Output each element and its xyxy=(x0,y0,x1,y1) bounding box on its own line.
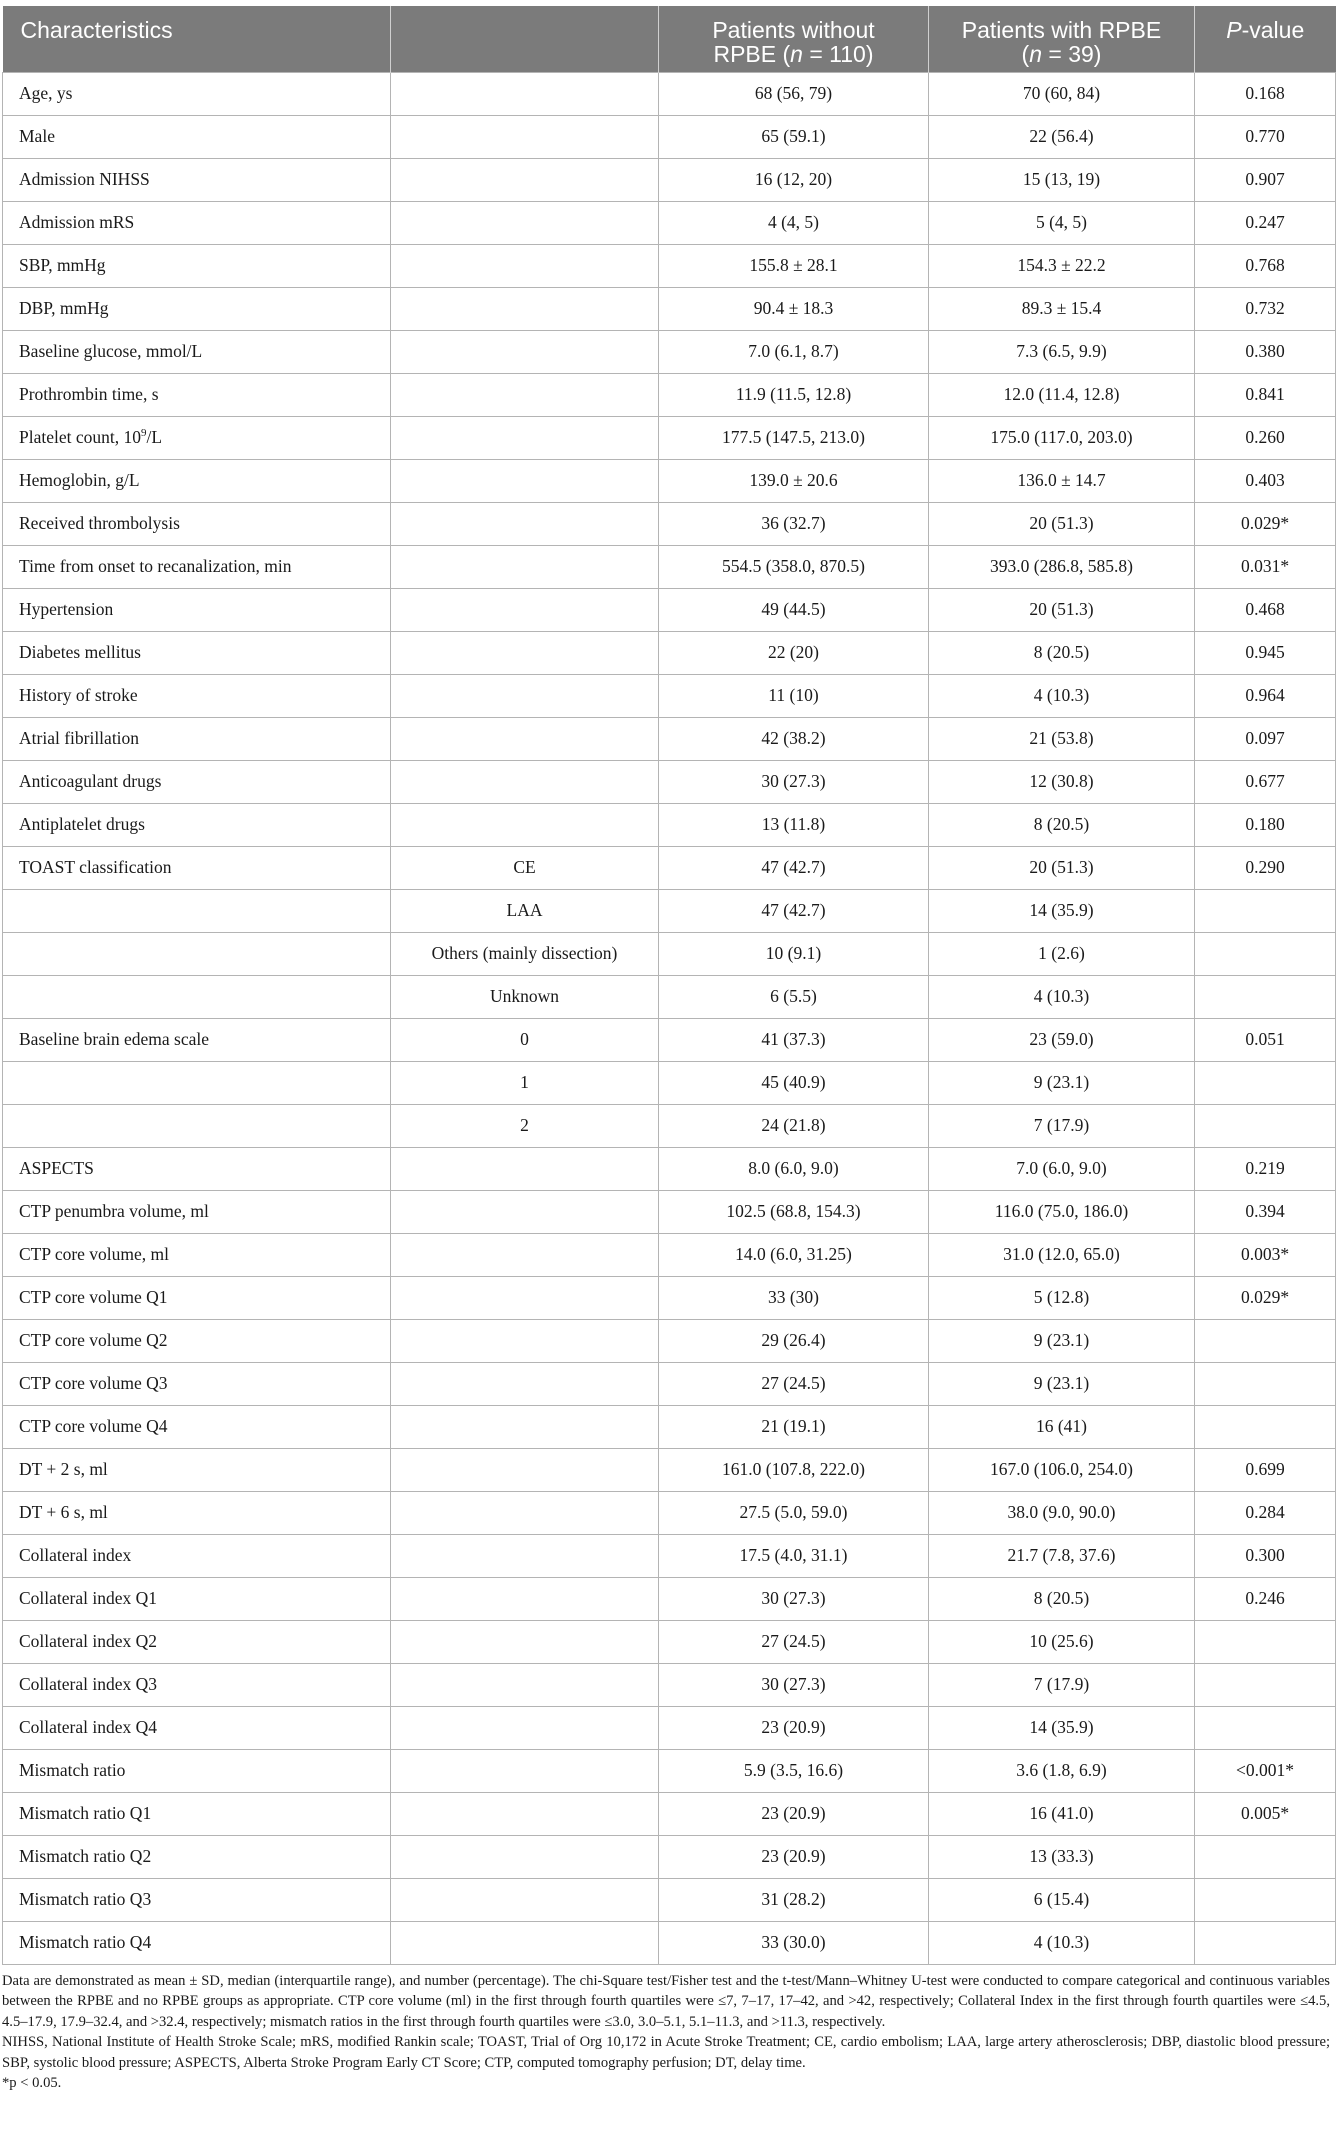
row-subcategory xyxy=(391,1921,659,1964)
row-characteristic-label: Admission NIHSS xyxy=(3,158,391,201)
row-p-value xyxy=(1195,1061,1336,1104)
row-p-value: 0.380 xyxy=(1195,330,1336,373)
row-characteristic-label: SBP, mmHg xyxy=(3,244,391,287)
row-p-value: 0.770 xyxy=(1195,115,1336,158)
table-row xyxy=(3,1577,1336,1620)
row-subcategory xyxy=(391,1620,659,1663)
row-p-value: 0.841 xyxy=(1195,373,1336,416)
row-value-with-rpbe: 89.3 ± 15.4 xyxy=(929,287,1195,330)
row-subcategory xyxy=(391,1190,659,1233)
row-subcategory xyxy=(391,158,659,201)
row-characteristic-label: Hypertension xyxy=(3,588,391,631)
row-p-value: 0.031* xyxy=(1195,545,1336,588)
row-characteristic-label: DT + 2 s, ml xyxy=(3,1448,391,1491)
row-characteristic-label: Atrial fibrillation xyxy=(3,717,391,760)
row-subcategory xyxy=(391,717,659,760)
header-row xyxy=(3,6,1336,72)
row-subcategory xyxy=(391,1147,659,1190)
row-subcategory xyxy=(391,760,659,803)
table-row xyxy=(3,674,1336,717)
row-p-value: 0.247 xyxy=(1195,201,1336,244)
row-subcategory: CE xyxy=(391,846,659,889)
table-row xyxy=(3,244,1336,287)
row-subcategory xyxy=(391,545,659,588)
baseline-characteristics-table xyxy=(2,6,1336,1965)
row-p-value xyxy=(1195,1706,1336,1749)
table-row xyxy=(3,1792,1336,1835)
row-subcategory xyxy=(391,1835,659,1878)
row-value-with-rpbe: 7.3 (6.5, 9.9) xyxy=(929,330,1195,373)
row-value-without-rpbe: 14.0 (6.0, 31.25) xyxy=(659,1233,929,1276)
row-value-with-rpbe: 12.0 (11.4, 12.8) xyxy=(929,373,1195,416)
table-row xyxy=(3,631,1336,674)
row-value-without-rpbe: 41 (37.3) xyxy=(659,1018,929,1061)
row-p-value: 0.051 xyxy=(1195,1018,1336,1061)
row-p-value xyxy=(1195,1835,1336,1878)
row-p-value: 0.029* xyxy=(1195,502,1336,545)
row-subcategory xyxy=(391,416,659,459)
row-value-without-rpbe: 22 (20) xyxy=(659,631,929,674)
row-value-with-rpbe: 154.3 ± 22.2 xyxy=(929,244,1195,287)
table-row xyxy=(3,1706,1336,1749)
row-value-without-rpbe: 23 (20.9) xyxy=(659,1835,929,1878)
row-value-with-rpbe: 5 (12.8) xyxy=(929,1276,1195,1319)
row-value-with-rpbe: 393.0 (286.8, 585.8) xyxy=(929,545,1195,588)
row-characteristic-label xyxy=(3,889,391,932)
row-value-without-rpbe: 27 (24.5) xyxy=(659,1620,929,1663)
row-value-without-rpbe: 177.5 (147.5, 213.0) xyxy=(659,416,929,459)
row-value-with-rpbe: 9 (23.1) xyxy=(929,1362,1195,1405)
row-characteristic-label xyxy=(3,1061,391,1104)
row-p-value xyxy=(1195,1663,1336,1706)
table-row xyxy=(3,201,1336,244)
row-value-with-rpbe: 16 (41.0) xyxy=(929,1792,1195,1835)
row-characteristic-label: TOAST classification xyxy=(3,846,391,889)
row-characteristic-label: CTP core volume, ml xyxy=(3,1233,391,1276)
row-subcategory xyxy=(391,1749,659,1792)
row-p-value xyxy=(1195,1878,1336,1921)
row-characteristic-label: Received thrombolysis xyxy=(3,502,391,545)
row-value-without-rpbe: 8.0 (6.0, 9.0) xyxy=(659,1147,929,1190)
row-value-without-rpbe: 16 (12, 20) xyxy=(659,158,929,201)
row-value-with-rpbe: 22 (56.4) xyxy=(929,115,1195,158)
row-characteristic-label: Diabetes mellitus xyxy=(3,631,391,674)
table-row xyxy=(3,1405,1336,1448)
row-value-with-rpbe: 14 (35.9) xyxy=(929,889,1195,932)
row-characteristic-label: Collateral index Q1 xyxy=(3,1577,391,1620)
row-p-value xyxy=(1195,1104,1336,1147)
row-value-with-rpbe: 20 (51.3) xyxy=(929,588,1195,631)
row-value-with-rpbe: 12 (30.8) xyxy=(929,760,1195,803)
row-value-without-rpbe: 33 (30.0) xyxy=(659,1921,929,1964)
row-p-value: 0.168 xyxy=(1195,72,1336,115)
header-patients-without-rpbe: Patients without RPBE (n = 110) xyxy=(659,6,929,72)
row-p-value: 0.945 xyxy=(1195,631,1336,674)
row-characteristic-label: CTP core volume Q1 xyxy=(3,1276,391,1319)
table-row xyxy=(3,545,1336,588)
row-value-without-rpbe: 11.9 (11.5, 12.8) xyxy=(659,373,929,416)
row-value-without-rpbe: 49 (44.5) xyxy=(659,588,929,631)
row-subcategory: LAA xyxy=(391,889,659,932)
row-value-with-rpbe: 8 (20.5) xyxy=(929,803,1195,846)
header-patients-with-rpbe: Patients with RPBE (n = 39) xyxy=(929,6,1195,72)
row-value-without-rpbe: 17.5 (4.0, 31.1) xyxy=(659,1534,929,1577)
row-subcategory xyxy=(391,115,659,158)
row-characteristic-label: History of stroke xyxy=(3,674,391,717)
row-characteristic-label: Collateral index Q3 xyxy=(3,1663,391,1706)
row-characteristic-label: Admission mRS xyxy=(3,201,391,244)
row-p-value: 0.699 xyxy=(1195,1448,1336,1491)
row-subcategory xyxy=(391,674,659,717)
row-value-with-rpbe: 3.6 (1.8, 6.9) xyxy=(929,1749,1195,1792)
row-characteristic-label: Baseline brain edema scale xyxy=(3,1018,391,1061)
row-subcategory xyxy=(391,631,659,674)
table-row xyxy=(3,932,1336,975)
row-value-with-rpbe: 9 (23.1) xyxy=(929,1061,1195,1104)
table-row xyxy=(3,1190,1336,1233)
row-p-value: 0.219 xyxy=(1195,1147,1336,1190)
row-value-without-rpbe: 36 (32.7) xyxy=(659,502,929,545)
row-value-without-rpbe: 21 (19.1) xyxy=(659,1405,929,1448)
row-characteristic-label: Mismatch ratio Q1 xyxy=(3,1792,391,1835)
row-characteristic-label: Time from onset to recanalization, min xyxy=(3,545,391,588)
row-subcategory: Unknown xyxy=(391,975,659,1018)
row-p-value: 0.290 xyxy=(1195,846,1336,889)
table-row xyxy=(3,1835,1336,1878)
row-p-value: 0.003* xyxy=(1195,1233,1336,1276)
row-value-with-rpbe: 4 (10.3) xyxy=(929,975,1195,1018)
row-value-without-rpbe: 7.0 (6.1, 8.7) xyxy=(659,330,929,373)
row-p-value: 0.964 xyxy=(1195,674,1336,717)
row-subcategory: 1 xyxy=(391,1061,659,1104)
row-characteristic-label: Collateral index Q4 xyxy=(3,1706,391,1749)
row-p-value: 0.005* xyxy=(1195,1792,1336,1835)
row-value-with-rpbe: 4 (10.3) xyxy=(929,674,1195,717)
table-row xyxy=(3,1921,1336,1964)
row-p-value xyxy=(1195,1921,1336,1964)
row-p-value: 0.180 xyxy=(1195,803,1336,846)
row-value-with-rpbe: 116.0 (75.0, 186.0) xyxy=(929,1190,1195,1233)
row-value-without-rpbe: 47 (42.7) xyxy=(659,846,929,889)
row-value-without-rpbe: 47 (42.7) xyxy=(659,889,929,932)
row-value-with-rpbe: 7 (17.9) xyxy=(929,1663,1195,1706)
row-p-value: 0.732 xyxy=(1195,287,1336,330)
row-value-with-rpbe: 70 (60, 84) xyxy=(929,72,1195,115)
row-value-with-rpbe: 9 (23.1) xyxy=(929,1319,1195,1362)
table-row xyxy=(3,1534,1336,1577)
row-characteristic-label xyxy=(3,1104,391,1147)
row-p-value: 0.300 xyxy=(1195,1534,1336,1577)
table-row xyxy=(3,1620,1336,1663)
row-subcategory: 0 xyxy=(391,1018,659,1061)
table-row xyxy=(3,588,1336,631)
row-subcategory xyxy=(391,1491,659,1534)
row-value-with-rpbe: 175.0 (117.0, 203.0) xyxy=(929,416,1195,459)
table-row xyxy=(3,846,1336,889)
table-row xyxy=(3,1362,1336,1405)
row-value-without-rpbe: 31 (28.2) xyxy=(659,1878,929,1921)
row-characteristic-label: DT + 6 s, ml xyxy=(3,1491,391,1534)
table-row xyxy=(3,287,1336,330)
table-row xyxy=(3,1878,1336,1921)
row-characteristic-label: Antiplatelet drugs xyxy=(3,803,391,846)
row-value-without-rpbe: 68 (56, 79) xyxy=(659,72,929,115)
row-p-value xyxy=(1195,1362,1336,1405)
row-value-with-rpbe: 14 (35.9) xyxy=(929,1706,1195,1749)
row-p-value: 0.029* xyxy=(1195,1276,1336,1319)
table-row xyxy=(3,1448,1336,1491)
row-value-with-rpbe: 8 (20.5) xyxy=(929,1577,1195,1620)
table-row xyxy=(3,760,1336,803)
table-row xyxy=(3,1018,1336,1061)
row-characteristic-label: Mismatch ratio xyxy=(3,1749,391,1792)
row-value-with-rpbe: 7 (17.9) xyxy=(929,1104,1195,1147)
row-characteristic-label: Age, ys xyxy=(3,72,391,115)
row-value-with-rpbe: 23 (59.0) xyxy=(929,1018,1195,1061)
row-subcategory xyxy=(391,1878,659,1921)
row-subcategory xyxy=(391,373,659,416)
table-row xyxy=(3,502,1336,545)
row-subcategory: Others (mainly dissection) xyxy=(391,932,659,975)
row-value-without-rpbe: 30 (27.3) xyxy=(659,1663,929,1706)
row-value-without-rpbe: 161.0 (107.8, 222.0) xyxy=(659,1448,929,1491)
row-characteristic-label: Prothrombin time, s xyxy=(3,373,391,416)
row-value-with-rpbe: 7.0 (6.0, 9.0) xyxy=(929,1147,1195,1190)
table-row xyxy=(3,1491,1336,1534)
row-value-without-rpbe: 27 (24.5) xyxy=(659,1362,929,1405)
table-row xyxy=(3,158,1336,201)
table-row xyxy=(3,373,1336,416)
row-subcategory xyxy=(391,1792,659,1835)
row-value-without-rpbe: 4 (4, 5) xyxy=(659,201,929,244)
row-subcategory xyxy=(391,330,659,373)
table-row xyxy=(3,1233,1336,1276)
table-row xyxy=(3,330,1336,373)
row-value-with-rpbe: 1 (2.6) xyxy=(929,932,1195,975)
row-value-without-rpbe: 33 (30) xyxy=(659,1276,929,1319)
table-body xyxy=(3,72,1336,1964)
row-p-value: 0.246 xyxy=(1195,1577,1336,1620)
row-p-value: 0.097 xyxy=(1195,717,1336,760)
row-characteristic-label: Baseline glucose, mmol/L xyxy=(3,330,391,373)
row-value-without-rpbe: 27.5 (5.0, 59.0) xyxy=(659,1491,929,1534)
table-row xyxy=(3,717,1336,760)
row-value-with-rpbe: 21.7 (7.8, 37.6) xyxy=(929,1534,1195,1577)
row-subcategory: 2 xyxy=(391,1104,659,1147)
row-value-without-rpbe: 42 (38.2) xyxy=(659,717,929,760)
row-value-without-rpbe: 24 (21.8) xyxy=(659,1104,929,1147)
row-characteristic-label: ASPECTS xyxy=(3,1147,391,1190)
row-value-without-rpbe: 102.5 (68.8, 154.3) xyxy=(659,1190,929,1233)
row-p-value xyxy=(1195,1405,1336,1448)
row-value-without-rpbe: 155.8 ± 28.1 xyxy=(659,244,929,287)
row-value-with-rpbe: 6 (15.4) xyxy=(929,1878,1195,1921)
row-subcategory xyxy=(391,803,659,846)
row-characteristic-label: Collateral index xyxy=(3,1534,391,1577)
table-row xyxy=(3,1104,1336,1147)
row-value-without-rpbe: 90.4 ± 18.3 xyxy=(659,287,929,330)
footnote-abbreviations: NIHSS, National Institute of Health Stroke Scale; mRS, modified Rankin scale; TOAST, Trial of Org 10,172 in Acute Stroke Treatment; CE, cardio embolism; LAA, large artery atherosclerosis; DBP, diastolic blood pressure; SBP, systolic blood pressure; ASPECTS, Alberta Stroke Program Early CT Score; CTP, computed tomography perfusion; DT, delay time. xyxy=(2,2034,1330,2071)
table-row xyxy=(3,1276,1336,1319)
table-row xyxy=(3,1749,1336,1792)
row-p-value xyxy=(1195,932,1336,975)
row-value-without-rpbe: 23 (20.9) xyxy=(659,1792,929,1835)
row-subcategory xyxy=(391,1663,659,1706)
table-row xyxy=(3,1061,1336,1104)
table-header xyxy=(3,6,1336,72)
header-subcategory xyxy=(391,6,659,72)
table-row xyxy=(3,115,1336,158)
row-characteristic-label: Anticoagulant drugs xyxy=(3,760,391,803)
table-row xyxy=(3,975,1336,1018)
table-row xyxy=(3,889,1336,932)
row-p-value: 0.907 xyxy=(1195,158,1336,201)
row-value-with-rpbe: 20 (51.3) xyxy=(929,502,1195,545)
row-subcategory xyxy=(391,1534,659,1577)
table-row xyxy=(3,416,1336,459)
row-value-without-rpbe: 13 (11.8) xyxy=(659,803,929,846)
row-value-with-rpbe: 16 (41) xyxy=(929,1405,1195,1448)
row-characteristic-label xyxy=(3,975,391,1018)
footnote-data-note: Data are demonstrated as mean ± SD, median (interquartile range), and number (percentage). The chi-Square test/Fisher test and the t-test/Mann–Whitney U-test were conducted to compare categorical and continuous variables between the RPBE and no RPBE groups as appropriate. CTP core volume (ml) in the first through fourth quartiles were ≤7, 7–17, 17–42, and >42, respectively; Collateral Index in the first through fourth quartiles were ≤4.5, 4.5–17.9, 17.9–32.4, and >32.4, respectively; mismatch ratios in the first through fourth quartiles were ≤3.0, 3.0–5.1, 5.1–11.3, and >11.3, respectively. xyxy=(2,1973,1330,2030)
row-subcategory xyxy=(391,201,659,244)
row-value-without-rpbe: 30 (27.3) xyxy=(659,1577,929,1620)
row-characteristic-label: Mismatch ratio Q4 xyxy=(3,1921,391,1964)
table-footnotes xyxy=(2,1971,1330,2093)
row-value-with-rpbe: 167.0 (106.0, 254.0) xyxy=(929,1448,1195,1491)
row-subcategory xyxy=(391,72,659,115)
header-characteristics: Characteristics xyxy=(3,6,391,72)
row-characteristic-label: Male xyxy=(3,115,391,158)
row-value-with-rpbe: 21 (53.8) xyxy=(929,717,1195,760)
row-characteristic-label: CTP penumbra volume, ml xyxy=(3,1190,391,1233)
row-subcategory xyxy=(391,1233,659,1276)
row-characteristic-label: CTP core volume Q4 xyxy=(3,1405,391,1448)
row-characteristic-label: CTP core volume Q3 xyxy=(3,1362,391,1405)
row-characteristic-label: Hemoglobin, g/L xyxy=(3,459,391,502)
row-characteristic-label: Collateral index Q2 xyxy=(3,1620,391,1663)
row-value-without-rpbe: 30 (27.3) xyxy=(659,760,929,803)
row-p-value xyxy=(1195,1319,1336,1362)
row-value-without-rpbe: 5.9 (3.5, 16.6) xyxy=(659,1749,929,1792)
row-subcategory xyxy=(391,1405,659,1448)
row-p-value: 0.468 xyxy=(1195,588,1336,631)
row-p-value: 0.260 xyxy=(1195,416,1336,459)
row-value-without-rpbe: 139.0 ± 20.6 xyxy=(659,459,929,502)
table-row xyxy=(3,1663,1336,1706)
row-value-without-rpbe: 45 (40.9) xyxy=(659,1061,929,1104)
row-p-value: 0.768 xyxy=(1195,244,1336,287)
row-value-without-rpbe: 6 (5.5) xyxy=(659,975,929,1018)
row-value-with-rpbe: 136.0 ± 14.7 xyxy=(929,459,1195,502)
row-p-value xyxy=(1195,975,1336,1018)
row-characteristic-label: DBP, mmHg xyxy=(3,287,391,330)
row-p-value: 0.284 xyxy=(1195,1491,1336,1534)
row-value-without-rpbe: 23 (20.9) xyxy=(659,1706,929,1749)
row-characteristic-label: Mismatch ratio Q3 xyxy=(3,1878,391,1921)
row-value-with-rpbe: 20 (51.3) xyxy=(929,846,1195,889)
row-value-without-rpbe: 29 (26.4) xyxy=(659,1319,929,1362)
row-p-value xyxy=(1195,1620,1336,1663)
row-subcategory xyxy=(391,287,659,330)
footnote-significance: *p < 0.05. xyxy=(2,2075,62,2092)
row-subcategory xyxy=(391,1276,659,1319)
row-characteristic-label: CTP core volume Q2 xyxy=(3,1319,391,1362)
row-subcategory xyxy=(391,1448,659,1491)
row-subcategory xyxy=(391,502,659,545)
table-row xyxy=(3,459,1336,502)
row-value-with-rpbe: 4 (10.3) xyxy=(929,1921,1195,1964)
row-subcategory xyxy=(391,459,659,502)
row-characteristic-label: Platelet count, $10^9/L$ xyxy=(3,416,391,459)
row-value-without-rpbe: 11 (10) xyxy=(659,674,929,717)
row-value-without-rpbe: 554.5 (358.0, 870.5) xyxy=(659,545,929,588)
row-subcategory xyxy=(391,1577,659,1620)
row-value-with-rpbe: 15 (13, 19) xyxy=(929,158,1195,201)
row-value-with-rpbe: 8 (20.5) xyxy=(929,631,1195,674)
row-value-with-rpbe: 5 (4, 5) xyxy=(929,201,1195,244)
table-row xyxy=(3,803,1336,846)
row-value-with-rpbe: 10 (25.6) xyxy=(929,1620,1195,1663)
row-subcategory xyxy=(391,1319,659,1362)
row-characteristic-label: Mismatch ratio Q2 xyxy=(3,1835,391,1878)
row-p-value xyxy=(1195,889,1336,932)
row-value-with-rpbe: 13 (33.3) xyxy=(929,1835,1195,1878)
table-row xyxy=(3,72,1336,115)
row-p-value: <0.001* xyxy=(1195,1749,1336,1792)
header-p-value: P-value xyxy=(1195,6,1336,72)
row-value-without-rpbe: 10 (9.1) xyxy=(659,932,929,975)
table-row xyxy=(3,1147,1336,1190)
row-value-without-rpbe: 65 (59.1) xyxy=(659,115,929,158)
row-subcategory xyxy=(391,1362,659,1405)
table-row xyxy=(3,1319,1336,1362)
row-characteristic-label xyxy=(3,932,391,975)
row-subcategory xyxy=(391,244,659,287)
row-value-with-rpbe: 38.0 (9.0, 90.0) xyxy=(929,1491,1195,1534)
row-p-value: 0.677 xyxy=(1195,760,1336,803)
row-value-with-rpbe: 31.0 (12.0, 65.0) xyxy=(929,1233,1195,1276)
row-p-value: 0.403 xyxy=(1195,459,1336,502)
row-subcategory xyxy=(391,1706,659,1749)
row-subcategory xyxy=(391,588,659,631)
row-p-value: 0.394 xyxy=(1195,1190,1336,1233)
